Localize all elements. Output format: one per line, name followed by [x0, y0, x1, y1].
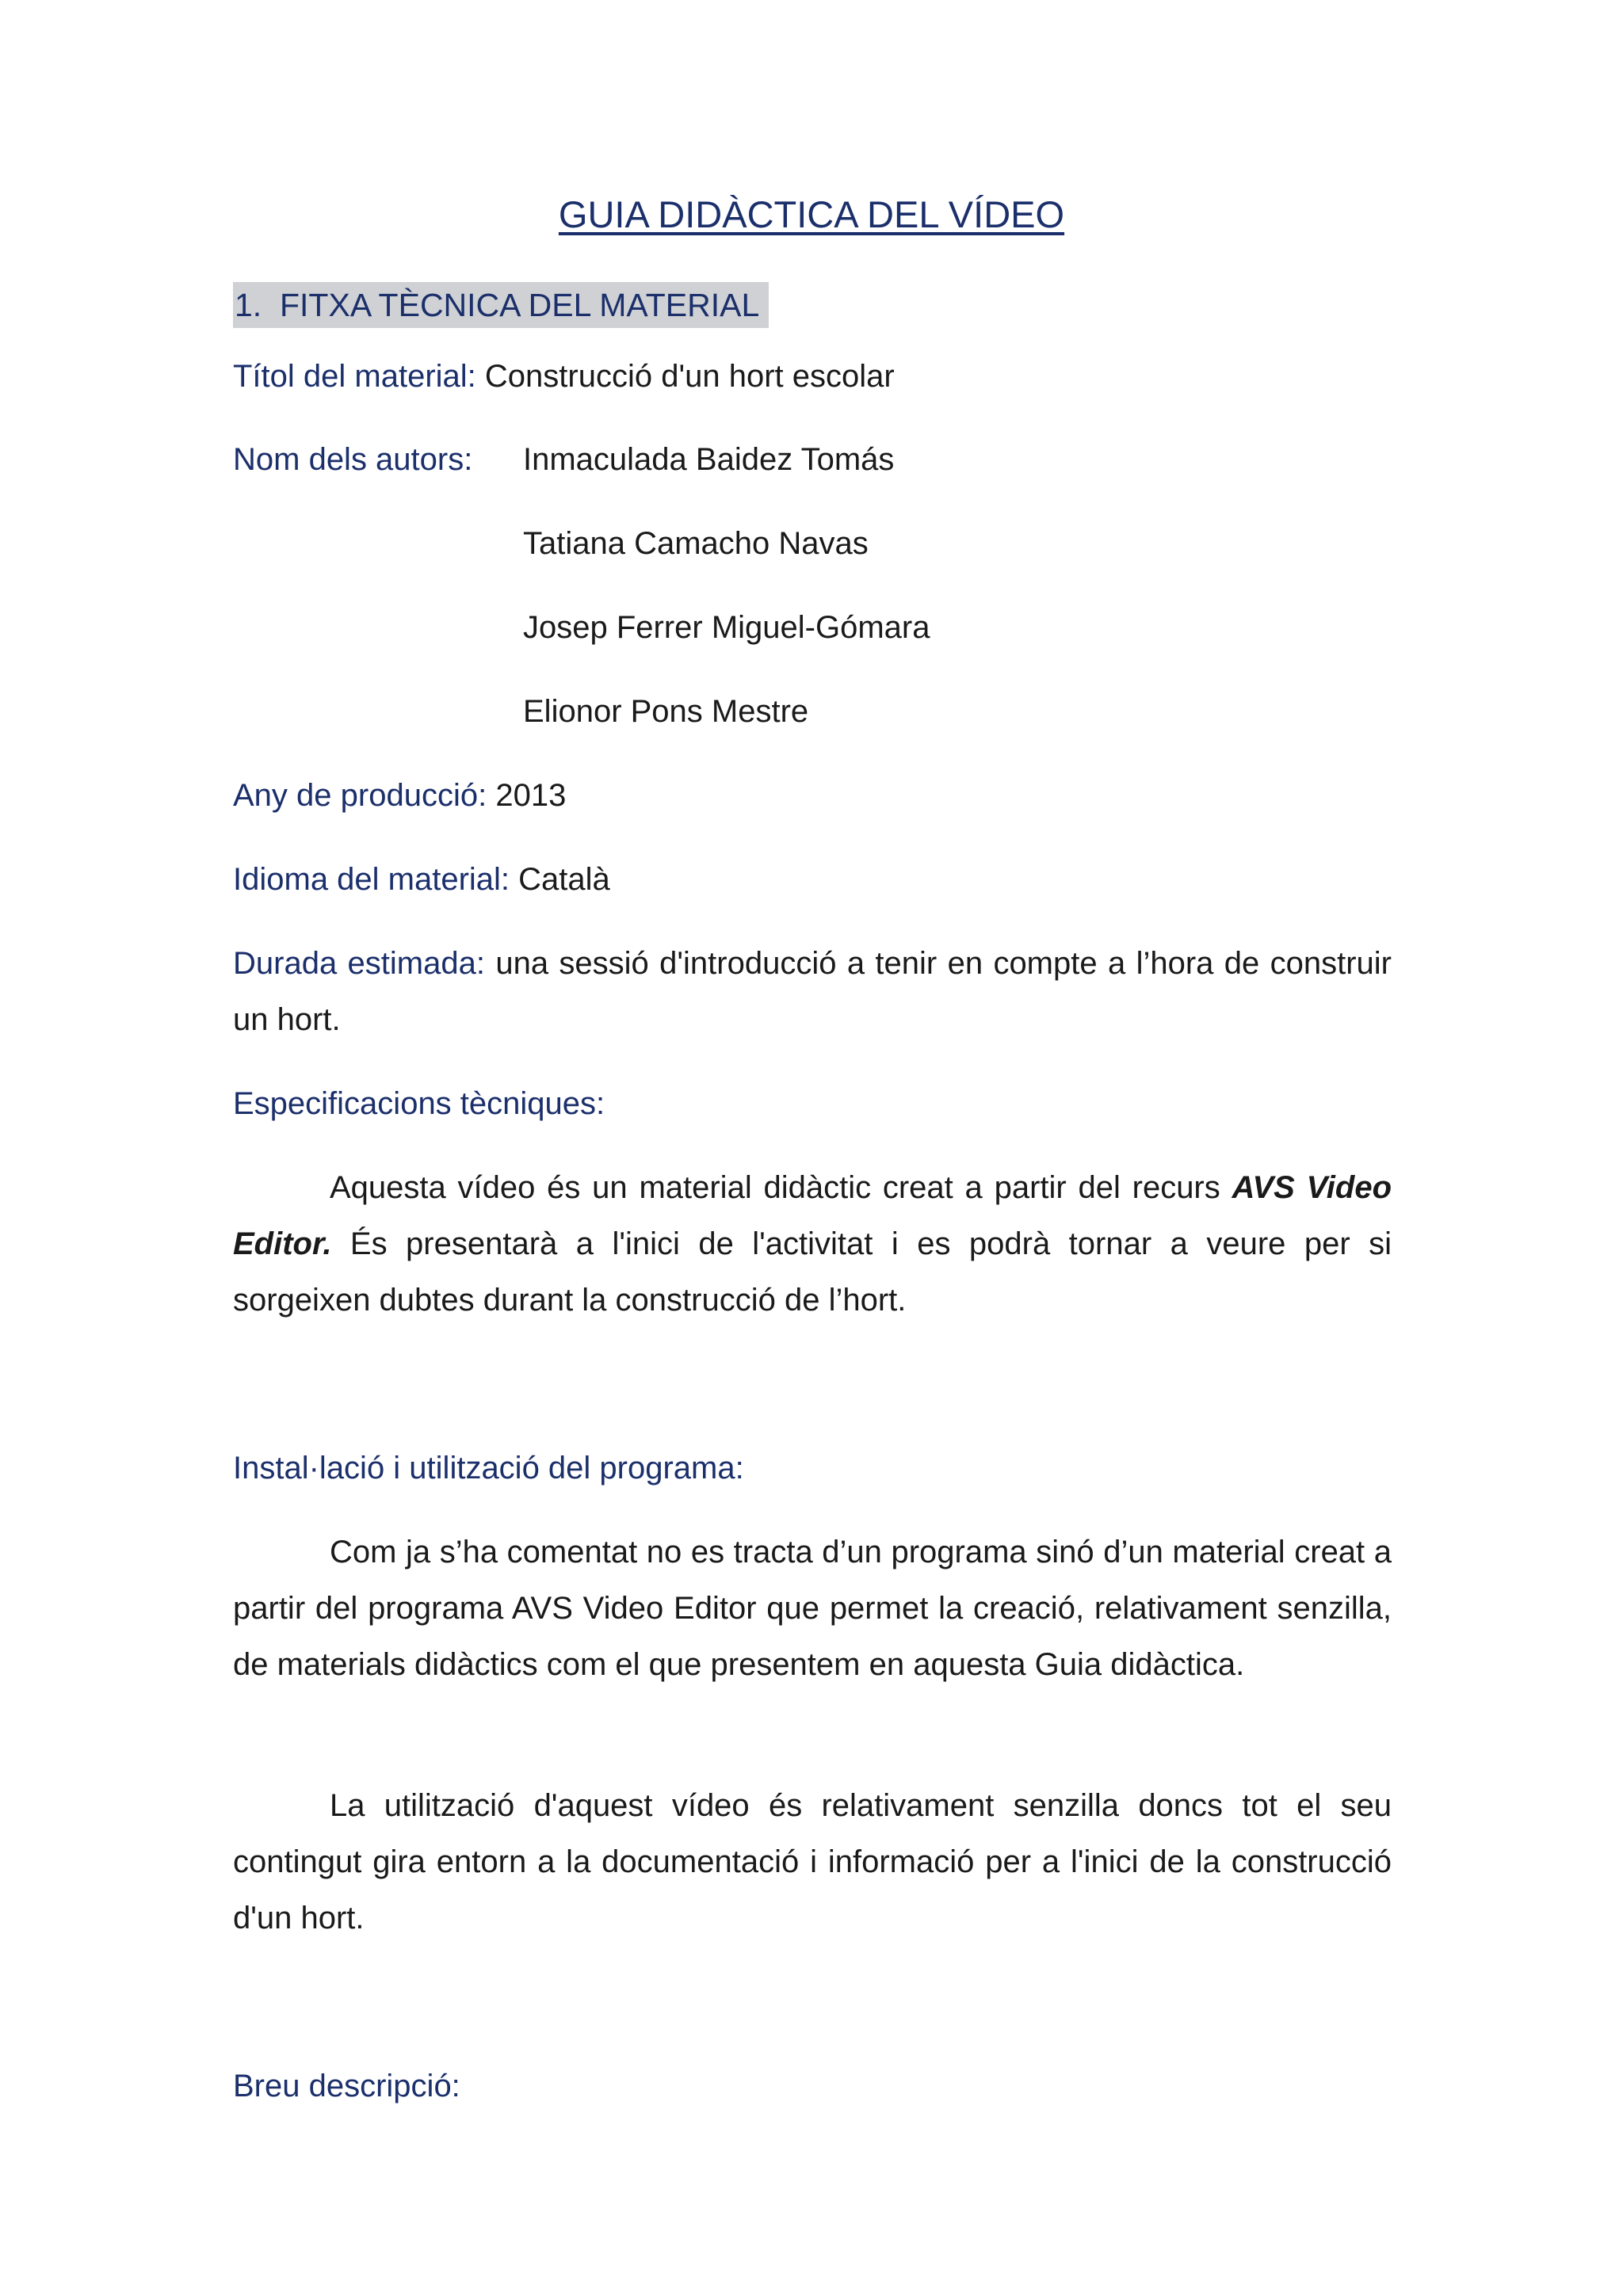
section-heading-text: FITXA TÈCNICA DEL MATERIAL: [280, 287, 760, 323]
year-line: [233, 768, 1392, 824]
year-value: 2013: [495, 778, 567, 813]
specs-paragraph: [233, 1160, 1392, 1329]
language-line: [233, 852, 1392, 908]
duration-value: una sessió d'introducció a tenir en compte a l’hora de construir un hort.: [233, 946, 1392, 1037]
specs-label-text: Especificacions tècniques:: [233, 1086, 605, 1121]
author-name: Inmaculada Baidez Tomás: [523, 442, 895, 477]
duration-label: Durada estimada:: [233, 946, 485, 981]
install-label: [233, 1440, 1392, 1497]
document-title: GUIA DIDÀCTICA DEL VÍDEO: [558, 193, 1065, 235]
language-label: Idioma del material:: [233, 862, 510, 897]
install-label-text: Instal·lació i utilització del programa:: [233, 1451, 744, 1486]
section-number: 1.: [235, 287, 262, 323]
description-label-text: Breu descripció:: [233, 2069, 460, 2103]
section-heading: [233, 282, 769, 328]
software-name: AVS Video Editor.: [233, 1170, 1392, 1261]
year-label: Any de producció:: [233, 778, 487, 813]
specs-label: [233, 1076, 1392, 1132]
material-title-line: [233, 349, 1392, 405]
author-name: Elionor Pons Mestre: [523, 694, 809, 729]
material-title-value: Construcció d'un hort escolar: [484, 359, 895, 394]
specs-text-2: És presentarà a l'inici de l'activitat i es podrà tornar a veure per si sorgeixen dubtes durant la construcció de l’hort.: [233, 1226, 1392, 1318]
install-paragraph-2: La utilització d'aquest vídeo és relativament senzilla doncs tot el seu contingut gira entorn a la documentació i informació per a l'inici de la construcció d'un hort.: [233, 1788, 1392, 1936]
description-label: [233, 2058, 1392, 2115]
material-title-label: Títol del material:: [233, 359, 476, 394]
specs-text-1: Aquesta vídeo és un material didàctic creat a partir del recurs: [330, 1170, 1232, 1205]
language-value: Català: [518, 862, 610, 897]
author-name: Tatiana Camacho Navas: [523, 526, 869, 561]
install-paragraph-1: Com ja s’ha comentat no es tracta d’un programa sinó d’un material creat a partir del programa AVS Video Editor que permet la creació, relativament senzilla, de materials didàctics com el que presentem en aquesta Guia didàctica.: [233, 1535, 1392, 1682]
duration-paragraph: [233, 936, 1392, 1048]
authors-label-text: Nom dels autors:: [233, 442, 473, 477]
author-name: Josep Ferrer Miguel-Gómara: [523, 610, 930, 645]
